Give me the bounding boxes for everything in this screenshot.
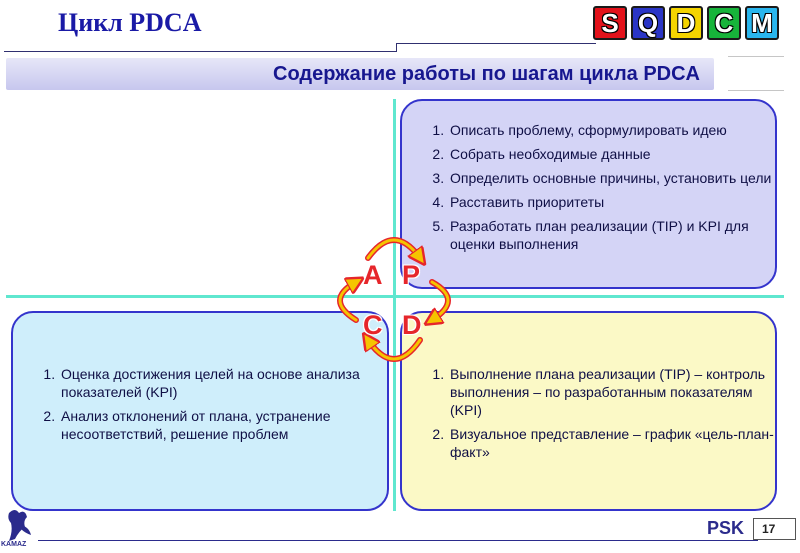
cycle-arrows-icon [328, 228, 460, 372]
header-rule-step [396, 43, 397, 52]
sqdcm-badge-q: Q [631, 6, 665, 40]
cycle-letter-a: A [363, 260, 383, 290]
do-item: 1. Выполнение плана реализации (TIP) – контроль выполнения – по разработанным показателям (KPI) [448, 365, 775, 419]
sqdcm-badge-m: M [745, 6, 779, 40]
page-number: 17 [753, 518, 796, 540]
decor-line-2 [728, 90, 784, 91]
header-rule-right [396, 43, 596, 44]
cycle-letter-p: P [402, 260, 421, 290]
plan-item: 5. Разработать план реализации (TIP) и KPI для оценки выполнения [448, 217, 775, 253]
plan-item: 4. Расставить приоритеты [448, 193, 775, 211]
check-item: 2. Анализ отклонений от плана, устранение несоответствий, решение проблем [59, 407, 387, 443]
psk-brand: PSK [707, 518, 745, 538]
cycle-letter-d: D [402, 310, 422, 340]
cycle-letter-c: C [363, 310, 383, 340]
slide-title: Цикл PDCA [58, 8, 202, 37]
plan-item: 3. Определить основные причины, установить цели [448, 169, 775, 187]
do-list [402, 365, 775, 461]
subtitle-text: Содержание работы по шагам цикла PDCA [273, 62, 700, 85]
sqdcm-badge-d: D [669, 6, 703, 40]
plan-item: 2. Собрать необходимые данные [448, 145, 775, 163]
sqdcm-badges [593, 6, 779, 40]
footer-rule [38, 540, 758, 541]
check-list [13, 365, 387, 443]
sqdcm-badge-c: C [707, 6, 741, 40]
do-item: 2. Визуальное представление – график «цель-план-факт» [448, 425, 775, 461]
check-item: 1. Оценка достижения целей на основе анализа показателей (KPI) [59, 365, 387, 401]
kamaz-logo-text: KAMAZ [1, 541, 27, 548]
pdca-cycle [328, 228, 460, 372]
sqdcm-badge-s: S [593, 6, 627, 40]
subtitle-bar [6, 58, 714, 90]
decor-line-1 [728, 56, 784, 57]
header-rule-left [4, 51, 396, 52]
plan-item: 1. Описать проблему, сформулировать идею [448, 121, 775, 139]
